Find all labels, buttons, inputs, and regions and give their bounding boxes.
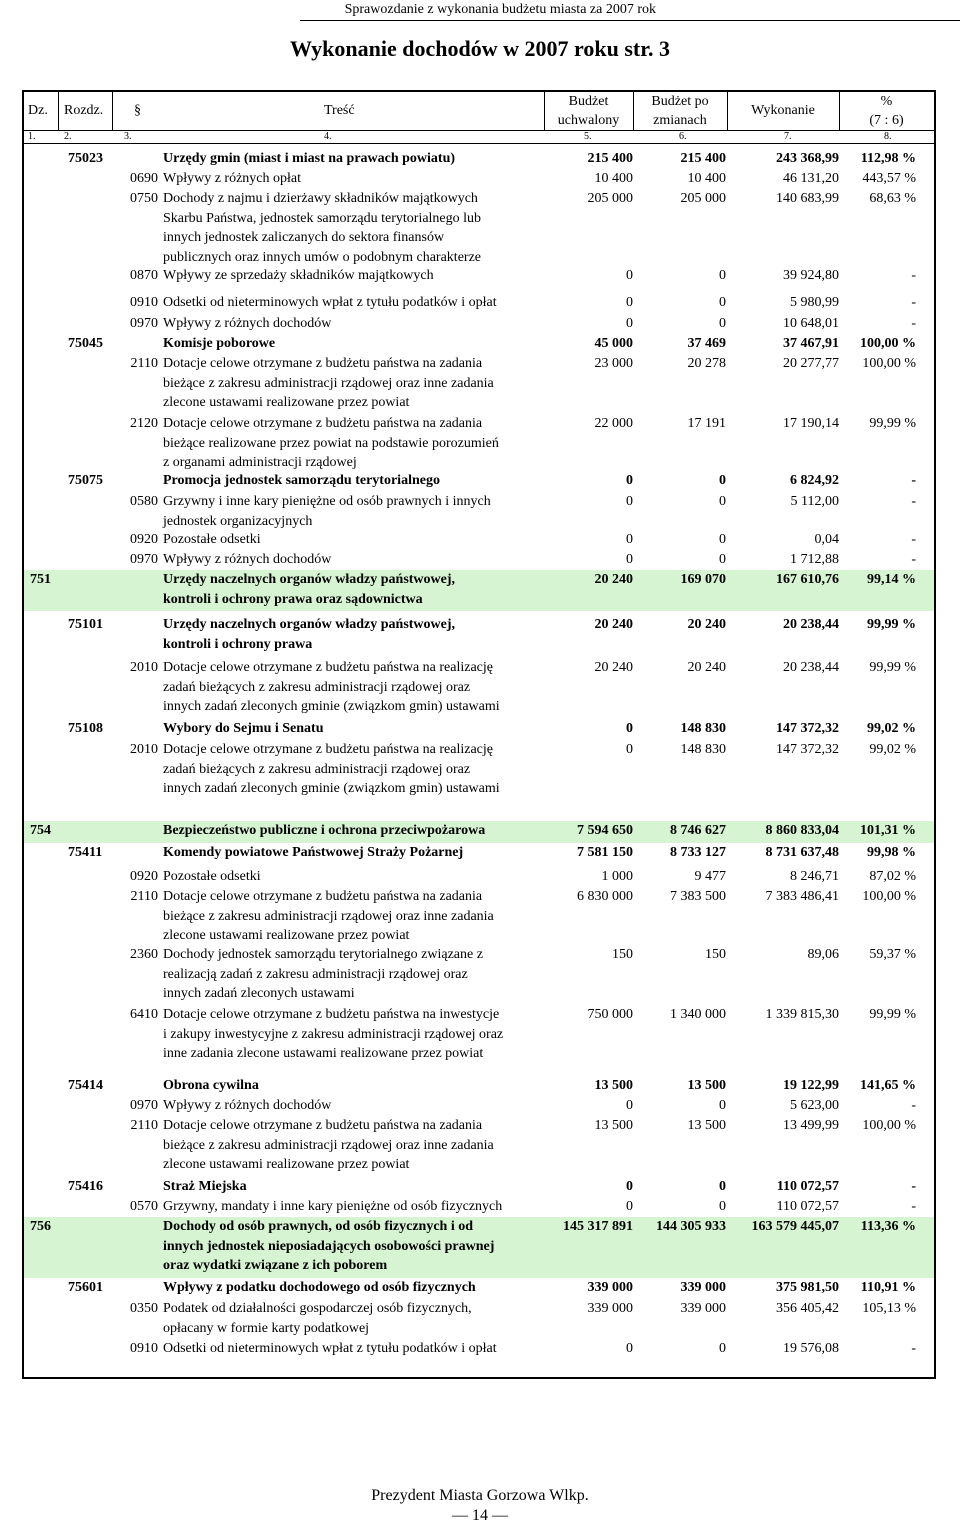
col-header-budget-amended: Budżet po zmianach <box>651 94 709 128</box>
cell-b1: 7 581 150 <box>577 845 633 860</box>
cell-par: 2010 <box>130 742 158 757</box>
cell-b1: 6 830 000 <box>577 889 633 904</box>
cell-w: 6 824,92 <box>790 473 839 488</box>
col-header-rozdz: Rozdz. <box>64 103 104 118</box>
cell-b2: 37 469 <box>687 336 726 351</box>
cell-p: - <box>911 1098 916 1113</box>
header-divider <box>58 92 59 130</box>
cell-p: 99,99 % <box>869 416 916 431</box>
cell-tresc: Grzywny i inne kary pieniężne od osób prawnych i innych jednostek organizacyjnych <box>163 494 491 529</box>
cell-b2: 0 <box>719 268 726 283</box>
cell-tresc: Wpływy z różnych opłat <box>163 171 302 186</box>
cell-tresc: Grzywny, mandaty i inne kary pieniężne od osób fizycznych <box>163 1199 503 1214</box>
cell-b1: 10 400 <box>594 171 633 186</box>
cell-tresc: Dotacje celowe otrzymane z budżetu państwa na zadania bieżące realizowane przez powiat na podstawie porozumień z organami administracji rządowej <box>163 416 499 470</box>
cell-w: 39 924,80 <box>783 268 839 283</box>
cell-w: 8 731 637,48 <box>765 845 839 860</box>
header-rule-line <box>24 130 934 131</box>
cell-w: 20 277,77 <box>783 356 839 371</box>
cell-b1: 0 <box>626 268 633 283</box>
cell-p: 100,00 % <box>862 1118 916 1133</box>
cell-p: - <box>911 532 916 547</box>
page-number: — 14 — <box>452 1507 508 1524</box>
cell-w: 37 467,91 <box>783 336 839 351</box>
cell-w: 375 981,50 <box>776 1280 839 1295</box>
cell-w: 147 372,32 <box>776 721 839 736</box>
cell-b1: 0 <box>626 1179 633 1194</box>
cell-b2: 169 070 <box>680 572 726 587</box>
cell-tresc: Dochody od osób prawnych, od osób fizycznych i od innych jednostek nieposiadających osobowości prawnej oraz wydatki związane z ich poborem <box>163 1219 495 1273</box>
cell-p: 87,02 % <box>869 869 916 884</box>
cell-rozdz: 75075 <box>68 473 103 488</box>
cell-b1: 145 317 891 <box>563 1219 633 1234</box>
cell-p: 443,57 % <box>862 171 916 186</box>
cell-b2: 339 000 <box>680 1280 726 1295</box>
cell-b1: 20 240 <box>594 617 633 632</box>
cell-dz: 751 <box>30 572 51 587</box>
cell-p: 141,65 % <box>860 1078 916 1093</box>
cell-p: - <box>911 494 916 509</box>
cell-rozdz: 75108 <box>68 721 103 736</box>
cell-par: 0870 <box>130 268 158 283</box>
cell-b1: 13 500 <box>594 1118 633 1133</box>
cell-w: 5 980,99 <box>790 295 839 310</box>
header-divider <box>112 92 113 130</box>
cell-b1: 0 <box>626 532 633 547</box>
cell-b1: 0 <box>626 494 633 509</box>
cell-p: 99,99 % <box>869 1007 916 1022</box>
cell-par: 6410 <box>130 1007 158 1022</box>
cell-b1: 13 500 <box>594 1078 633 1093</box>
cell-tresc: Promocja jednostek samorządu terytorialnego <box>163 473 440 488</box>
cell-par: 0970 <box>130 316 158 331</box>
cell-par: 0570 <box>130 1199 158 1214</box>
cell-b2: 0 <box>719 473 726 488</box>
cell-w: 8 246,71 <box>790 869 839 884</box>
cell-p: - <box>911 473 916 488</box>
cell-p: 99,02 % <box>867 721 916 736</box>
page-title: Wykonanie dochodów w 2007 roku str. 3 <box>290 36 670 61</box>
cell-b2: 0 <box>719 1341 726 1356</box>
cell-b2: 144 305 933 <box>656 1219 726 1234</box>
cell-par: 2110 <box>130 356 158 371</box>
table-row <box>24 1217 934 1278</box>
cell-tresc: Wpływy z różnych dochodów <box>163 552 332 567</box>
cell-par: 2360 <box>130 947 158 962</box>
cell-w: 13 499,99 <box>783 1118 839 1133</box>
cell-p: 100,00 % <box>862 356 916 371</box>
cell-par: 0580 <box>130 494 158 509</box>
table-row <box>24 570 934 611</box>
cell-p: 99,02 % <box>869 742 916 757</box>
cell-w: 140 683,99 <box>776 191 839 206</box>
cell-rozdz: 75414 <box>68 1078 103 1093</box>
cell-b1: 750 000 <box>587 1007 633 1022</box>
cell-b2: 20 240 <box>687 660 726 675</box>
cell-b2: 0 <box>719 1098 726 1113</box>
cell-tresc: Dotacje celowe otrzymane z budżetu państwa na zadania bieżące z zakresu administracji rządowej oraz inne zadania zlecone ustawami realizowane przez powiat <box>163 1118 494 1172</box>
cell-tresc: Pozostałe odsetki <box>163 869 261 884</box>
cell-p: 99,99 % <box>869 660 916 675</box>
cell-p: 59,37 % <box>869 947 916 962</box>
cell-rozdz: 75101 <box>68 617 103 632</box>
cell-p: 112,98 % <box>860 151 916 166</box>
cell-tresc: Dochody z najmu i dzierżawy składników majątkowych Skarbu Państwa, jednostek samorządu terytorialnego lub innych jednostek zaliczanych do sektora finansów publicznych oraz innych umów o podobnym charakterze <box>163 191 482 265</box>
cell-dz: 754 <box>30 823 51 838</box>
cell-b2: 339 000 <box>680 1301 726 1316</box>
cell-tresc: Straż Miejska <box>163 1179 247 1194</box>
cell-p: - <box>911 316 916 331</box>
cell-w: 356 405,42 <box>776 1301 839 1316</box>
cell-w: 243 368,99 <box>776 151 839 166</box>
cell-b1: 0 <box>626 552 633 567</box>
cell-tresc: Obrona cywilna <box>163 1078 259 1093</box>
cell-par: 0910 <box>130 295 158 310</box>
cell-w: 110 072,57 <box>776 1199 839 1214</box>
cell-p: 100,00 % <box>862 889 916 904</box>
cell-b1: 215 400 <box>587 151 633 166</box>
cell-b2: 20 278 <box>687 356 726 371</box>
cell-par: 0970 <box>130 552 158 567</box>
cell-dz: 756 <box>30 1219 51 1234</box>
cell-p: - <box>911 1179 916 1194</box>
cell-b1: 20 240 <box>594 572 633 587</box>
cell-w: 1 339 815,30 <box>765 1007 839 1022</box>
cell-tresc: Dotacje celowe otrzymane z budżetu państwa na inwestycje i zakupy inwestycyjne z zakresu administracji rządowej oraz inne zadania zlecone ustawami realizowane przez powiat <box>163 1007 504 1061</box>
cell-b1: 45 000 <box>594 336 633 351</box>
col-number: 5. <box>584 131 592 142</box>
cell-tresc: Wpływy z podatku dochodowego od osób fizycznych <box>163 1280 476 1295</box>
cell-rozdz: 75416 <box>68 1179 103 1194</box>
col-number: 8. <box>884 131 892 142</box>
cell-w: 19 122,99 <box>783 1078 839 1093</box>
cell-w: 19 576,08 <box>783 1341 839 1356</box>
cell-rozdz: 75601 <box>68 1280 103 1295</box>
cell-b2: 10 400 <box>687 171 726 186</box>
cell-w: 5 623,00 <box>790 1098 839 1113</box>
header-rule <box>300 20 960 21</box>
cell-b2: 8 733 127 <box>670 845 726 860</box>
cell-p: 100,00 % <box>860 336 916 351</box>
cell-b1: 7 594 650 <box>577 823 633 838</box>
cell-b2: 1 340 000 <box>670 1007 726 1022</box>
col-header-dz: Dz. <box>28 103 48 118</box>
cell-b1: 205 000 <box>587 191 633 206</box>
cell-w: 46 131,20 <box>783 171 839 186</box>
cell-b2: 150 <box>705 947 726 962</box>
cell-b2: 13 500 <box>687 1078 726 1093</box>
signature: Prezydent Miasta Gorzowa Wlkp. <box>371 1487 589 1504</box>
revenue-table <box>22 90 936 1379</box>
cell-b2: 148 830 <box>680 742 726 757</box>
cell-w: 20 238,44 <box>783 660 839 675</box>
cell-tresc: Bezpieczeństwo publiczne i ochrona przeciwpożarowa <box>163 823 486 838</box>
cell-b1: 0 <box>626 295 633 310</box>
cell-tresc: Urzędy naczelnych organów władzy państwowej, kontroli i ochrony prawa <box>163 617 456 652</box>
col-header-par: § <box>134 103 141 118</box>
cell-par: 0750 <box>130 191 158 206</box>
col-number: 7. <box>784 131 792 142</box>
cell-par: 0920 <box>130 869 158 884</box>
cell-par: 2010 <box>130 660 158 675</box>
cell-b2: 20 240 <box>687 617 726 632</box>
col-number: 4. <box>324 131 332 142</box>
cell-b2: 0 <box>719 316 726 331</box>
cell-par: 2110 <box>130 1118 158 1133</box>
cell-b2: 0 <box>719 1179 726 1194</box>
cell-p: 99,14 % <box>867 572 916 587</box>
table-row <box>24 821 934 843</box>
cell-b2: 0 <box>719 532 726 547</box>
cell-b1: 0 <box>626 1098 633 1113</box>
col-header-execution: Wykonanie <box>751 103 815 118</box>
cell-tresc: Dotacje celowe otrzymane z budżetu państwa na realizację zadań bieżących z zakresu administracji rządowej oraz innych zadań zleconych gminie (związkom gmin) ustawami <box>163 742 500 796</box>
cell-p: 68,63 % <box>869 191 916 206</box>
document-header-title: Sprawozdanie z wykonania budżetu miasta za 2007 rok <box>344 2 656 17</box>
cell-b2: 0 <box>719 295 726 310</box>
cell-tresc: Urzędy naczelnych organów władzy państwowej, kontroli i ochrony prawa oraz sądownictwa <box>163 572 456 607</box>
cell-b2: 9 477 <box>694 869 726 884</box>
cell-p: - <box>911 552 916 567</box>
cell-p: 99,98 % <box>867 845 916 860</box>
cell-tresc: Wpływy z różnych dochodów <box>163 1098 332 1113</box>
cell-w: 167 610,76 <box>776 572 839 587</box>
cell-tresc: Komendy powiatowe Państwowej Straży Pożarnej <box>163 845 464 860</box>
cell-tresc: Dochody jednostek samorządu terytorialnego związane z realizacją zadań z zakresu administracji rządowej oraz innych zadań zleconych ustawami <box>163 947 483 1001</box>
cell-b1: 150 <box>612 947 633 962</box>
cell-b2: 0 <box>719 494 726 509</box>
cell-w: 163 579 445,07 <box>751 1219 839 1234</box>
cell-p: 110,91 % <box>860 1280 916 1295</box>
cell-b2: 148 830 <box>680 721 726 736</box>
col-header-tresc: Treść <box>324 103 355 118</box>
cell-tresc: Komisje poborowe <box>163 336 276 351</box>
cell-p: - <box>911 1199 916 1214</box>
col-number: 1. <box>28 131 36 142</box>
cell-b2: 13 500 <box>687 1118 726 1133</box>
cell-b2: 0 <box>719 1199 726 1214</box>
cell-w: 110 072,57 <box>776 1179 839 1194</box>
cell-w: 8 860 833,04 <box>765 823 839 838</box>
cell-tresc: Dotacje celowe otrzymane z budżetu państwa na zadania bieżące z zakresu administracji rządowej oraz inne zadania zlecone ustawami realizowane przez powiat <box>163 889 494 943</box>
cell-b1: 0 <box>626 721 633 736</box>
cell-tresc: Odsetki od nieterminowych wpłat z tytułu podatków i opłat <box>163 1341 497 1356</box>
cell-p: - <box>911 1341 916 1356</box>
cell-tresc: Wybory do Sejmu i Senatu <box>163 721 324 736</box>
cell-w: 10 648,01 <box>783 316 839 331</box>
col-header-percent: % (7 : 6) <box>869 94 904 128</box>
cell-par: 0690 <box>130 171 158 186</box>
cell-par: 0920 <box>130 532 158 547</box>
cell-b1: 1 000 <box>601 869 633 884</box>
cell-tresc: Wpływy ze sprzedaży składników majątkowych <box>163 268 434 283</box>
col-number: 2. <box>64 131 72 142</box>
cell-b2: 0 <box>719 552 726 567</box>
cell-rozdz: 75023 <box>68 151 103 166</box>
cell-b1: 339 000 <box>587 1280 633 1295</box>
header-rule-line <box>24 143 934 144</box>
cell-par: 0350 <box>130 1301 158 1316</box>
cell-b1: 0 <box>626 1341 633 1356</box>
cell-p: 99,99 % <box>867 617 916 632</box>
cell-w: 7 383 486,41 <box>765 889 839 904</box>
cell-b2: 205 000 <box>680 191 726 206</box>
col-number: 6. <box>679 131 687 142</box>
cell-rozdz: 75411 <box>68 845 103 860</box>
cell-w: 0,04 <box>814 532 839 547</box>
cell-w: 1 712,88 <box>790 552 839 567</box>
cell-par: 2120 <box>130 416 158 431</box>
cell-par: 0970 <box>130 1098 158 1113</box>
cell-par: 2110 <box>130 889 158 904</box>
cell-tresc: Dotacje celowe otrzymane z budżetu państwa na realizację zadań bieżących z zakresu administracji rządowej oraz innych zadań zleconych gminie (związkom gmin) ustawami <box>163 660 500 714</box>
cell-p: 101,31 % <box>860 823 916 838</box>
cell-tresc: Wpływy z różnych dochodów <box>163 316 332 331</box>
cell-b1: 23 000 <box>594 356 633 371</box>
cell-w: 147 372,32 <box>776 742 839 757</box>
cell-p: 113,36 % <box>860 1219 916 1234</box>
col-header-budget-adopted: Budżet uchwalony <box>557 94 620 128</box>
cell-w: 17 190,14 <box>783 416 839 431</box>
cell-w: 89,06 <box>807 947 839 962</box>
cell-p: - <box>911 295 916 310</box>
cell-p: 105,13 % <box>862 1301 916 1316</box>
cell-tresc: Urzędy gmin (miast i miast na prawach powiatu) <box>163 151 456 166</box>
cell-rozdz: 75045 <box>68 336 103 351</box>
cell-b2: 7 383 500 <box>670 889 726 904</box>
cell-tresc: Dotacje celowe otrzymane z budżetu państwa na zadania bieżące z zakresu administracji rządowej oraz inne zadania zlecone ustawami realizowane przez powiat <box>163 356 494 410</box>
cell-tresc: Podatek od działalności gospodarczej osób fizycznych, opłacany w formie karty podatkowej <box>163 1301 472 1336</box>
cell-w: 5 112,00 <box>790 494 839 509</box>
cell-p: - <box>911 268 916 283</box>
cell-b1: 0 <box>626 473 633 488</box>
cell-b1: 339 000 <box>587 1301 633 1316</box>
col-number: 3. <box>124 131 132 142</box>
cell-tresc: Odsetki od nieterminowych wpłat z tytułu podatków i opłat <box>163 295 497 310</box>
cell-w: 20 238,44 <box>783 617 839 632</box>
cell-tresc: Pozostałe odsetki <box>163 532 261 547</box>
cell-b2: 215 400 <box>680 151 726 166</box>
cell-b1: 22 000 <box>594 416 633 431</box>
cell-b2: 8 746 627 <box>670 823 726 838</box>
cell-b1: 20 240 <box>594 660 633 675</box>
cell-b1: 0 <box>626 742 633 757</box>
cell-b1: 0 <box>626 316 633 331</box>
cell-b1: 0 <box>626 1199 633 1214</box>
cell-par: 0910 <box>130 1341 158 1356</box>
cell-b2: 17 191 <box>687 416 726 431</box>
